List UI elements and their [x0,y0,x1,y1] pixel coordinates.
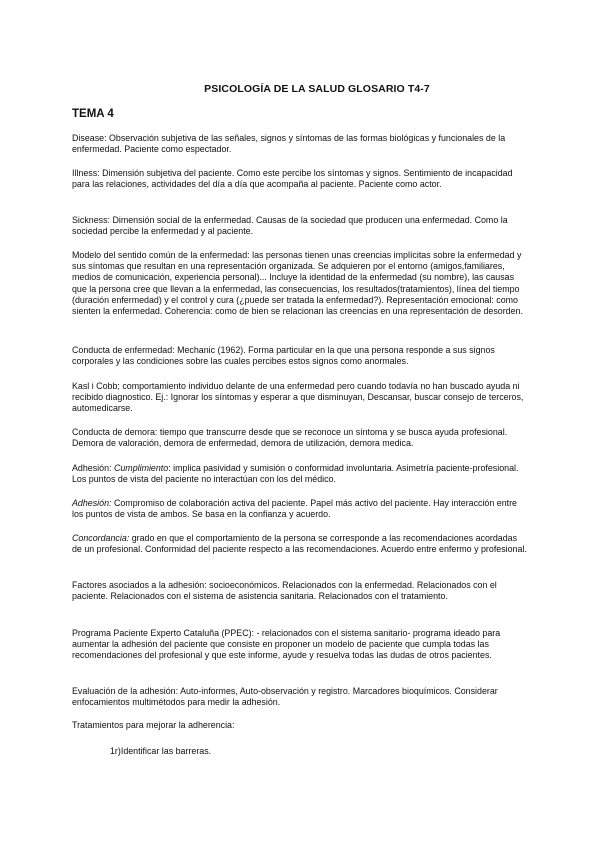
italic-term: Cumplimiento [113,463,169,473]
term: Tratamientos para mejorar la adherencia: [72,720,235,730]
paragraph-conducta-enfermedad [72,345,527,367]
term: Kasl i Cobb; [72,381,120,391]
document-title: PSICOLOGÍA DE LA SALUD GLOSARIO T4-7 [204,83,430,95]
paragraph-evaluacion [72,686,527,708]
section-heading: TEMA 4 [72,108,114,120]
paragraph-conducta-demora [72,427,527,449]
term: Adhesión: [72,463,112,473]
definition: tiempo que transcurre desde que se reconoce un síntoma y se busca ayuda profesional. Demora de valoración, demora de enfermedad, demora de utilización, demora medica. [72,427,508,449]
term: Disease: [72,133,107,143]
paragraph-concordancia [72,533,527,555]
italic-term: Adhesión: [72,498,112,508]
definition: Dimensión subjetiva del paciente. Como este percibe los síntomas y signos. Sentimiento de incapacidad para las relaciones, actividades del día a día que acompaña al paciente. Paciente como actor. [72,168,513,190]
term: Factores asociados a la adhesión: [72,580,207,590]
definition: comportamiento individuo delante de una enfermedad pero cuando todavía no han buscado ayuda ni recibido diagnostico. Ej.: Ignorar los síntomas y esperar a que disminuyan, Descansar, buscar consejo de terceros, automedicarse. [72,381,524,414]
list-item: 1r)Identificar las barreras. [110,746,212,756]
paragraph-disease [72,133,527,155]
paragraph-factores [72,580,527,602]
paragraph-kasl-cobb [72,381,527,415]
paragraph-ppec [72,628,527,662]
term: Illness: [72,168,100,178]
definition: Observación subjetiva de las señales, signos y síntomas de las formas biológicas y funcionales de la enfermedad. Paciente como espectador. [72,133,506,155]
definition: Auto-informes, Auto-observación y registro. Marcadores bioquímicos. Considerar enfocamientos multimétodos para medir la adhesión. [72,686,498,708]
italic-term: Concordancia: [72,533,130,543]
definition: Compromiso de colaboración activa del paciente. Papel más activo del paciente. Hay interacción entre los puntos de vista de ambos. Se basa en la confianza y acuerdo. [72,498,517,520]
paragraph-sickness [72,215,527,237]
definition: - relacionados con el sistema sanitario- programa ideado para aumentar la adhesión del paciente que consiste en proponer un modelo de paciente que cumpla todas las recomendaciones del profesional y que este informe, ayude y resuelva todas las dudas de otros pacientes. [72,628,501,661]
term: Evaluación de la adhesión: [72,686,179,696]
term: Conducta de enfermedad: [72,345,175,355]
term: Modelo del sentido común de la enfermedad: [72,250,250,260]
paragraph-tratamientos [72,720,527,731]
definition: las personas tienen unas creencias implícitas sobre la enfermedad y sus síntomas que resultan en una representación organizada. Se adquieren por el entorno (amigos,familiares, medios de comunicación, experiencia personal)... Incluye la identidad de la enfermedad (su nombre), las causas que la persona cree que llevan a la enfermedad, las consecuencias, los resultados(tratamientos), línea del tiempo (duración enfermedad) y el control y cura (¿puede ser tratada la enfermedad?). Representación emocional: como sienten la enfermedad. Coherencia: como de bien se relacionan las creencias en una representación de desorden. [72,250,523,317]
definition: Dimensión social de la enfermedad. Causas de la sociedad que producen una enfermedad. Como la sociedad percibe la enfermedad y al paciente. [72,215,508,237]
definition: grado en que el comportamiento de la persona se corresponde a las recomendaciones acordadas de un profesional. Conformidad del paciente respecto a las recomendaciones. Acuerdo entre enfermo y profesional. [72,533,527,555]
definition: : implica pasividad y sumisión o conformidad involuntaria. Asimetría paciente-profesional. Los puntos de vista del paciente no interactúan con los del médico. [72,463,519,485]
definition: Mechanic (1962). Forma particular en la que una persona responde a sus signos corporales y las condiciones sobre las cuales percibes estos signos como anormales. [72,345,495,367]
paragraph-illness [72,168,527,190]
paragraph-adhesion-cumplimiento [72,463,527,485]
paragraph-modelo [72,250,527,317]
paragraph-adhesion [72,498,527,520]
term: Programa Paciente Experto Cataluña (PPEC): [72,628,255,638]
term: Sickness: [72,215,110,225]
term: Conducta de demora: [72,427,158,437]
definition: socioeconómicos. Relacionados con la enfermedad. Relacionados con el paciente. Relacionados con el sistema de asistencia sanitaria. Relacionados con el tratamiento. [72,580,497,602]
